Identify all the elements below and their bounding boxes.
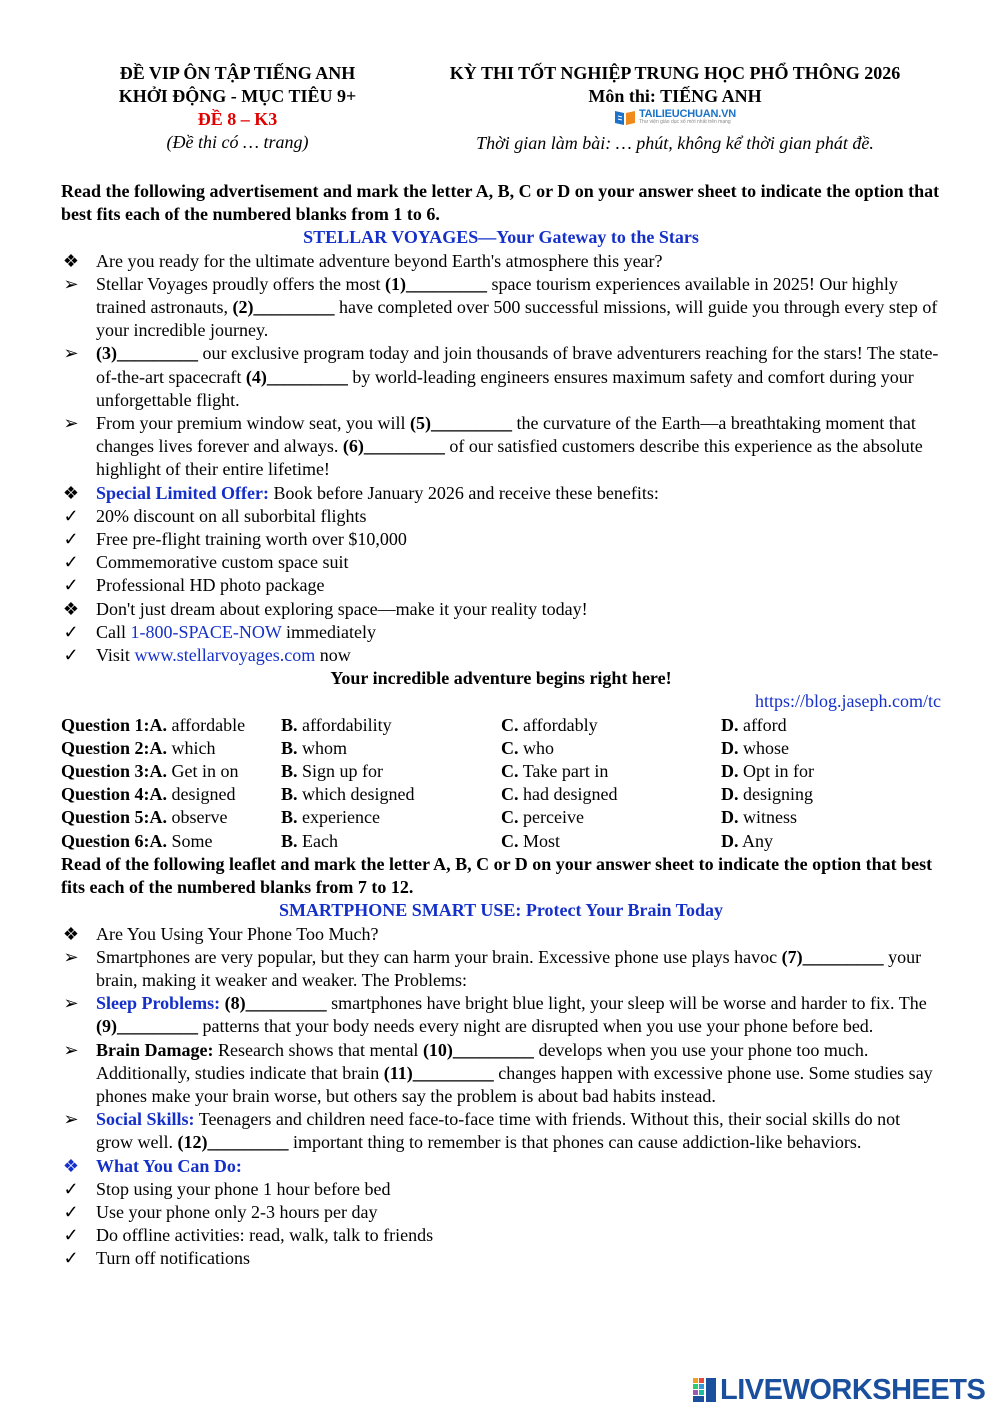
visit-text: Visit: [96, 645, 135, 666]
list-item: [61, 946, 941, 992]
option-text: Take part in: [522, 761, 609, 782]
list-item: [61, 1224, 941, 1247]
header-right: [400, 62, 950, 155]
offer-label: Special Limited Offer:: [96, 482, 269, 503]
arrow-bullet-icon: ➢: [63, 413, 79, 434]
blank-5[interactable]: (5)_________: [409, 413, 512, 434]
option-letter: A.: [149, 761, 168, 782]
question-row: [61, 806, 941, 829]
check-icon: ✓: [63, 621, 79, 642]
list-item: [61, 342, 941, 412]
paragraph-text: the curvature of the Earth—a breathtaking moment that changes lives forever and always.: [96, 413, 916, 457]
list-item: [61, 1178, 941, 1201]
paragraph-text: your brain, making it weaker and weaker. The Problems:: [96, 946, 922, 990]
option-a[interactable]: [61, 714, 281, 737]
diamond-bullet-icon: ❖: [62, 598, 80, 619]
benefit-text: 20% discount on all suborbital flights: [96, 505, 367, 526]
list-item: [61, 1247, 941, 1270]
book-logo-icon: [614, 108, 636, 126]
option-text: who: [523, 737, 554, 758]
todo-text: Turn off notifications: [96, 1248, 251, 1269]
option-letter: C.: [501, 714, 519, 735]
benefit-text: Professional HD photo package: [96, 575, 325, 596]
header-left: [80, 62, 395, 154]
option-letter: A.: [149, 737, 168, 758]
list-item: [61, 250, 941, 273]
diamond-bullet-icon: ❖: [62, 1155, 80, 1176]
option-c[interactable]: [501, 737, 721, 760]
option-letter: D.: [721, 761, 739, 782]
call-text: immediately: [281, 621, 376, 642]
paragraph-text: Research shows that mental: [213, 1039, 423, 1060]
option-text: experience: [302, 807, 380, 828]
paragraph-text: smartphones have bright blue light, your sleep will be worse and harder to fix. The: [326, 993, 927, 1014]
arrow-bullet-icon: ➢: [63, 1039, 79, 1060]
option-a[interactable]: [61, 783, 281, 806]
option-text: affordable: [171, 714, 246, 735]
paragraph-text: From your premium window seat, you will: [96, 413, 410, 434]
blank-12[interactable]: (12)_________: [177, 1132, 289, 1153]
worksheet-content: [61, 180, 941, 1271]
option-text: had designed: [523, 784, 618, 805]
part2-intro: Are You Using Your Phone Too Much?: [96, 923, 379, 944]
option-d[interactable]: [721, 714, 941, 737]
liveworksheets-brand: [692, 1372, 992, 1408]
header-left-line1: ĐỀ VIP ÔN TẬP TIẾNG ANH: [119, 63, 356, 83]
question-label: Question 6:: [61, 830, 150, 851]
option-c[interactable]: [501, 783, 721, 806]
list-item: [61, 923, 941, 946]
list-item: [61, 505, 941, 528]
option-a[interactable]: [61, 760, 281, 783]
question-row: [61, 783, 941, 806]
option-letter: A.: [149, 714, 168, 735]
list-item: [61, 621, 941, 644]
option-text: witness: [743, 807, 797, 828]
dream-text: Don't just dream about exploring space—make it your reality today!: [96, 598, 588, 619]
call-text: Call: [96, 621, 131, 642]
brain-label: Brain Damage:: [96, 1039, 214, 1060]
todo-label: What You Can Do:: [96, 1155, 242, 1176]
check-icon: ✓: [63, 552, 79, 573]
option-text: affordability: [302, 714, 392, 735]
diamond-bullet-icon: ❖: [62, 923, 80, 944]
question-label: Question 1:: [61, 714, 150, 735]
blank-4[interactable]: (4)_________: [245, 366, 348, 387]
question-label: Question 4:: [61, 784, 150, 805]
page-count-note: (Đề thi có … trang): [166, 132, 309, 152]
check-icon: ✓: [63, 1201, 79, 1222]
option-text: Opt in for: [743, 761, 814, 782]
todo-text: Use your phone only 2-3 hours per day: [96, 1201, 378, 1222]
logo-text: TAILIEUCHUAN.VN: [638, 108, 736, 120]
todo-text: Do offline activities: read, walk, talk to friends: [96, 1225, 434, 1246]
question-table: [61, 714, 941, 853]
question-row: [61, 760, 941, 783]
check-icon: ✓: [63, 1225, 79, 1246]
option-d[interactable]: [721, 783, 941, 806]
option-text: observe: [171, 807, 228, 828]
option-letter: B.: [281, 761, 298, 782]
option-d[interactable]: [721, 806, 941, 829]
option-text: whom: [302, 737, 348, 758]
option-text: Some: [171, 830, 213, 851]
blank-7[interactable]: (7)_________: [781, 946, 884, 967]
option-letter: D.: [721, 714, 739, 735]
part1-instruction: Read the following advertisement and mark the letter A, B, C or D on your answer sheet to indicate the option that best fits each of the numbered blanks from 1 to 6.: [61, 181, 940, 225]
part1-title: STELLAR VOYAGES—Your Gateway to the Stars: [303, 227, 699, 248]
blank-1[interactable]: (1)_________: [384, 273, 487, 294]
option-letter: D.: [721, 784, 739, 805]
option-text: designing: [743, 784, 813, 805]
blank-9[interactable]: (9)_________: [96, 1016, 198, 1037]
question-row: [61, 830, 941, 853]
option-text: Most: [523, 830, 561, 851]
liveworksheets-logo-icon: [692, 1376, 718, 1404]
blank-10[interactable]: (10)_________: [422, 1039, 534, 1060]
paragraph-text: patterns that your body needs every night are disrupted when you use your phone before bed.: [198, 1016, 874, 1037]
option-text: perceive: [523, 807, 584, 828]
blank-6[interactable]: (6)_________: [342, 436, 445, 457]
option-letter: D.: [721, 807, 739, 828]
paragraph-text: by world-leading engineers ensures maximum safety and comfort during your unforgettable flight.: [96, 366, 914, 410]
arrow-bullet-icon: ➢: [63, 993, 79, 1014]
option-letter: B.: [281, 714, 298, 735]
option-d[interactable]: [721, 737, 941, 760]
option-d[interactable]: [721, 830, 941, 853]
option-letter: A.: [149, 784, 168, 805]
benefit-text: Free pre-flight training worth over $10,000: [96, 529, 407, 550]
option-letter: C.: [501, 737, 519, 758]
option-text: Get in on: [171, 761, 239, 782]
list-item: [61, 1201, 941, 1224]
arrow-bullet-icon: ➢: [63, 946, 79, 967]
option-letter: B.: [281, 784, 298, 805]
option-a[interactable]: [61, 830, 281, 853]
option-text: Each: [302, 830, 338, 851]
list-item: [61, 598, 941, 621]
option-text: which designed: [302, 784, 415, 805]
list-item: [61, 482, 941, 505]
option-letter: C.: [501, 761, 519, 782]
check-icon: ✓: [63, 1248, 79, 1269]
option-text: which: [171, 737, 216, 758]
logo-subtext: Thư viện giáo dục số mới nhất trên mạng: [638, 119, 731, 125]
question-label: Question 2:: [61, 737, 150, 758]
option-text: Any: [742, 830, 774, 851]
option-letter: C.: [501, 830, 519, 851]
sleep-label: Sleep Problems:: [96, 993, 221, 1014]
list-item: [61, 644, 941, 667]
diamond-bullet-icon: ❖: [62, 482, 80, 503]
question-label: Question 3:: [61, 761, 150, 782]
question-row: [61, 737, 941, 760]
blank-3[interactable]: (3)_________: [96, 343, 198, 364]
website-link[interactable]: www.stellarvoyages.com: [134, 645, 316, 666]
option-text: whose: [743, 737, 789, 758]
offer-text: Book before January 2026 and receive these benefits:: [268, 482, 659, 503]
paragraph-text: develops when you use your phone too much. Additionally, studies indicate that brain: [96, 1039, 869, 1083]
paragraph-text: Smartphones are very popular, but they can harm your brain. Excessive phone use plays havoc: [96, 946, 782, 967]
option-c[interactable]: [501, 714, 721, 737]
publisher-logo: [400, 108, 950, 132]
option-letter: A.: [149, 807, 168, 828]
question-row: [61, 714, 941, 737]
arrow-bullet-icon: ➢: [63, 343, 79, 364]
source-link[interactable]: https://blog.jaseph.com/tc: [755, 691, 941, 712]
option-letter: C.: [501, 807, 519, 828]
check-icon: ✓: [63, 529, 79, 550]
option-letter: D.: [721, 737, 739, 758]
option-letter: B.: [281, 807, 298, 828]
option-a[interactable]: [61, 806, 281, 829]
blank-8[interactable]: (8)_________: [224, 993, 327, 1014]
option-b[interactable]: [281, 760, 501, 783]
list-item: [61, 528, 941, 551]
visit-text: now: [315, 645, 351, 666]
benefit-text: Commemorative custom space suit: [96, 552, 349, 573]
paragraph-text: our exclusive program today and join thousands of brave adventurers reaching for the stars! The state-of-the-art spacecraft: [96, 343, 939, 387]
brand-text: LIVEWORKSHEETS: [720, 1373, 986, 1406]
list-item: [61, 551, 941, 574]
option-text: designed: [171, 784, 236, 805]
list-item: [61, 273, 941, 343]
option-a[interactable]: [61, 737, 281, 760]
option-letter: C.: [501, 784, 519, 805]
arrow-bullet-icon: ➢: [63, 273, 79, 294]
list-item: [61, 412, 941, 482]
paragraph-text: of our satisfied customers describe this experience as the absolute highlight of their entire lifetime!: [96, 436, 923, 480]
social-label: Social Skills:: [96, 1109, 195, 1130]
option-b[interactable]: [281, 806, 501, 829]
paragraph-text: Stellar Voyages proudly offers the most: [96, 273, 385, 294]
list-item: [61, 574, 941, 597]
list-item: [61, 992, 941, 1038]
option-b[interactable]: [281, 830, 501, 853]
option-letter: B.: [281, 737, 298, 758]
arrow-bullet-icon: ➢: [63, 1109, 79, 1130]
diamond-bullet-icon: ❖: [62, 250, 80, 271]
question-label: Question 5:: [61, 807, 150, 828]
header-left-line2: KHỞI ĐỘNG - MỤC TIÊU 9+: [118, 86, 357, 106]
option-letter: D.: [721, 830, 739, 851]
option-c[interactable]: [501, 806, 721, 829]
check-icon: ✓: [63, 645, 79, 666]
closing-line: Your incredible adventure begins right here!: [330, 668, 672, 689]
paragraph-text: space tourism experiences available in 2025! Our highly trained astronauts,: [96, 273, 898, 318]
paragraph-text: have completed over 500 successful missions, will guide you through every step of your incredible journey.: [96, 297, 938, 341]
todo-text: Stop using your phone 1 hour before bed: [96, 1178, 391, 1199]
exam-code: ĐỀ 8 – K3: [197, 109, 278, 129]
paragraph-text: important thing to remember is that phones can cause addiction-like behaviors.: [288, 1132, 862, 1153]
option-c[interactable]: [501, 760, 721, 783]
option-b[interactable]: [281, 783, 501, 806]
option-b[interactable]: [281, 714, 501, 737]
exam-title: KỲ THI TỐT NGHIỆP TRUNG HỌC PHỔ THÔNG 2026: [449, 63, 901, 83]
check-icon: ✓: [63, 505, 79, 526]
exam-subject: Môn thi: TIẾNG ANH: [588, 86, 762, 106]
option-text: affordably: [523, 714, 598, 735]
option-letter: A.: [149, 830, 168, 851]
check-icon: ✓: [63, 575, 79, 596]
part1-intro: Are you ready for the ultimate adventure beyond Earth's atmosphere this year?: [96, 250, 663, 271]
list-item: [61, 1039, 941, 1109]
option-b[interactable]: [281, 737, 501, 760]
list-item: [61, 1155, 941, 1178]
blank-11[interactable]: (11)_________: [383, 1062, 494, 1083]
option-text: afford: [743, 714, 787, 735]
part2-instruction: Read of the following leaflet and mark the letter A, B, C or D on your answer sheet to indicate the option that best fits each of the numbered blanks from 7 to 12.: [61, 853, 933, 898]
time-note: Thời gian làm bài: … phút, không kể thời gian phát đề.: [476, 133, 874, 153]
option-d[interactable]: [721, 760, 941, 783]
part2-title: SMARTPHONE SMART USE: Protect Your Brain Today: [278, 900, 724, 921]
option-letter: B.: [281, 830, 298, 851]
option-c[interactable]: [501, 830, 721, 853]
check-icon: ✓: [63, 1178, 79, 1199]
option-text: Sign up for: [302, 761, 384, 782]
paragraph-text: Teenagers and children need face-to-face time with friends. Without this, their social skills do not grow well.: [96, 1109, 901, 1153]
list-item: [61, 1108, 941, 1154]
blank-2[interactable]: (2)_________: [232, 297, 335, 318]
paragraph-text: changes happen with excessive phone use. Some studies say phones make your brain worse, but others say the problem is about bad habits instead.: [96, 1062, 933, 1106]
phone-link[interactable]: 1-800-SPACE-NOW: [130, 621, 282, 642]
